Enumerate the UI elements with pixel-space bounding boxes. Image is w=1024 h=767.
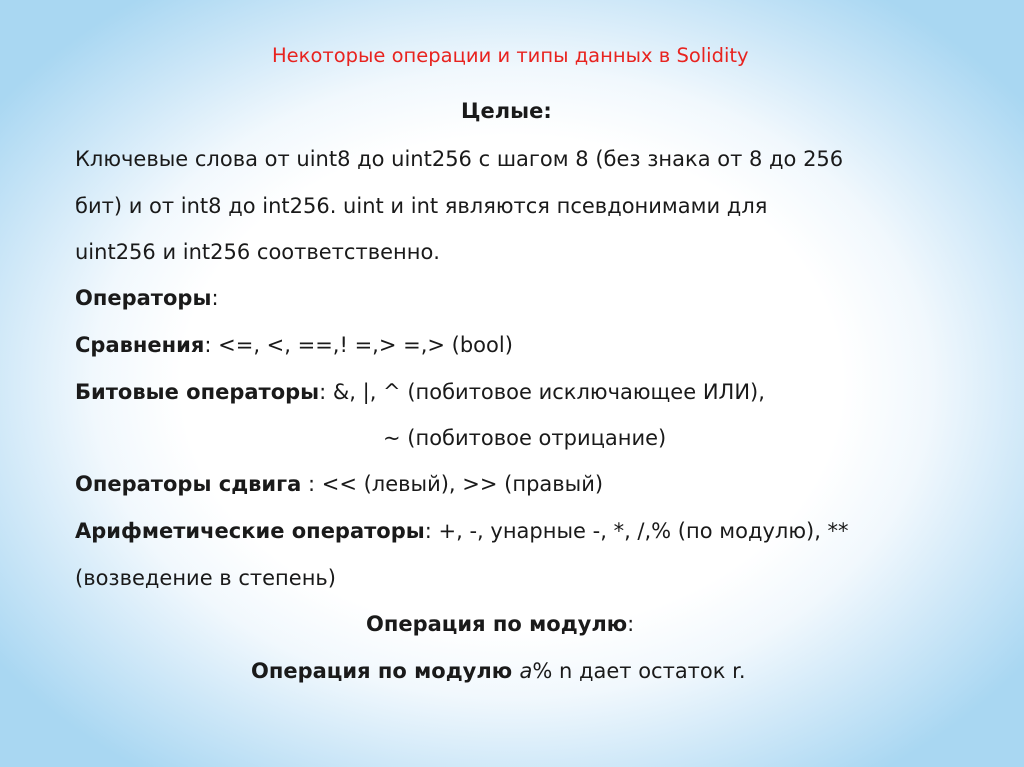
integers-heading: Целые: — [461, 99, 552, 123]
operators-label: Операторы — [75, 286, 212, 310]
comparison-line — [75, 331, 513, 359]
keywords-line-2: бит) и от int8 до int256. uint и int являются псевдонимами для — [75, 194, 768, 218]
modulo-text: % n дает остаток r. — [532, 659, 746, 683]
bitwise-label: Битовые операторы — [75, 380, 320, 404]
arith-label: Арифметические операторы — [75, 519, 425, 543]
slide-title: Некоторые операции и типы данных в Solidity — [272, 44, 749, 67]
modulo-heading-line — [366, 610, 634, 638]
arith-text: : +, -, унарные -, *, /,% (по модулю), ** — [424, 519, 849, 543]
modulo-label: Операция по модулю — [251, 659, 520, 683]
arith-line-2: (возведение в степень) — [75, 566, 336, 590]
bitwise-line — [75, 378, 765, 406]
arith-line — [75, 517, 849, 545]
bitwise-not-line: ~ (побитовое отрицание) — [383, 426, 667, 450]
operators-colon: : — [211, 286, 219, 310]
comparison-label: Сравнения — [75, 333, 205, 357]
modulo-heading-colon: : — [627, 612, 635, 636]
keywords-line-1: Ключевые слова от uint8 до uint256 с шагом 8 (без знака от 8 до 256 — [75, 147, 844, 171]
modulo-var: a — [519, 659, 533, 683]
comparison-text: : <=, <, ==,! =,> =,> (bool) — [204, 333, 513, 357]
operators-line — [75, 284, 219, 312]
shift-line — [75, 470, 603, 498]
modulo-line — [251, 657, 746, 685]
shift-text: : << (левый), >> (правый) — [301, 472, 604, 496]
bitwise-text: : &, |, ^ (побитовое исключающее ИЛИ), — [319, 380, 765, 404]
modulo-heading: Операция по модулю — [366, 612, 628, 636]
keywords-line-3: uint256 и int256 соответственно. — [75, 240, 440, 264]
shift-label: Операторы сдвига — [75, 472, 302, 496]
